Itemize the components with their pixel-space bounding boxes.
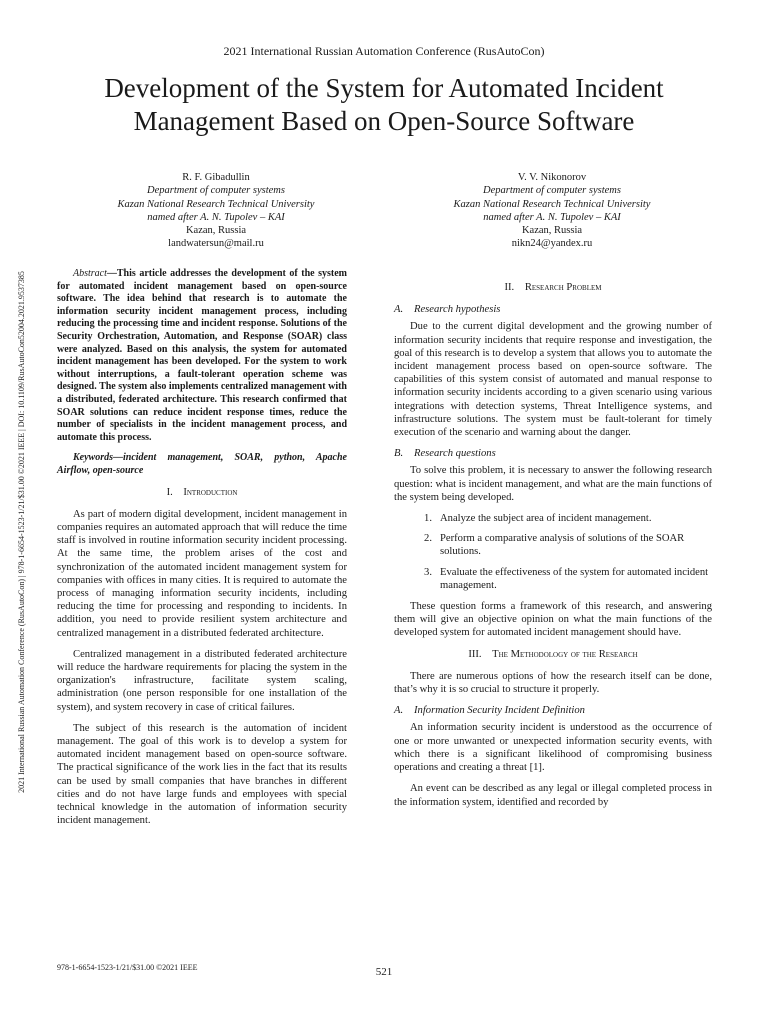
research-questions-list [394,512,712,592]
author-name: R. F. Gibadullin [182,172,250,183]
list-number: 1. [424,513,432,525]
section-number: III. [468,648,482,660]
subsection-title: Research hypothesis [414,304,501,316]
list-item [394,566,712,592]
subsection-heading-questions [394,447,712,460]
list-item [394,532,712,558]
author-university-suffix: named after A. N. Tupolev – KAI [483,211,621,223]
side-margin-citation: 2021 International Russian Automation Conference (RusAutoCon) | 978-1-6654-1523-1/21/$31.00 ©2021 IEEE | DOI: 10.1109/RusAutoCon52004.2021.9537385 [17,271,26,793]
subsection-title: Information Security Incident Definition [414,705,585,717]
section-number: I. [166,486,173,498]
list-text: Perform a comparative analysis of solutions of the SOAR solutions. [440,533,685,558]
author-block-2 [417,171,687,251]
title-line-2: Management Based on Open-Source Software [133,106,635,136]
paragraph: To solve this problem, it is necessary to answer the following research question: what is incident management, and what are the main functions of the system being developed. [394,465,712,503]
paragraph: Centralized management in a distributed federated architecture will reduce the hardware requirements for placing the system in the organization's infrastructure, facilitate system scaling, administration (one person responsible for one installation of the system), and system recovery in case of critical failures. [57,648,347,713]
subsection-heading-definition [394,704,712,717]
paragraph: Due to the current digital development and the growing number of information security incidents that require response and investigation, the goal of this research is to develop a system that allows you to automate the incident management process based on open-source software. The capabilities of this system consist of automated and manual response to information security incidents according to a given scenario using various integrations with detection systems, Threat Intelligence systems, and infrastructure solutions. The system must be fault-tolerant for timely execution of the scenario and warning about the danger. [394,321,712,439]
author-department: Department of computer systems [147,185,285,197]
author-university: Kazan National Research Technical University [117,198,315,210]
paragraph: An event can be described as any legal or illegal completed process in the information system, identified and recorded by [394,783,712,808]
paragraph: As part of modern digital development, incident management in companies requires an automated approach that will reduce the time staff is involved in routine information security incident processing. At the same time, the problem arises of the cost and synchronization of the automated incident management system for companies with offices in many cities. It is required to automate the process of managing information security incidents, including reducing the time for processing and responding to incidents. In addition, you need to provide resilient system architecture and centralized management in a distributed federated architecture. [57,508,347,639]
left-column [57,268,347,835]
section-number: II. [504,282,515,293]
section-heading-methodology [394,648,712,661]
section-title: The Methodology of the Research [492,648,638,660]
subsection-heading-hypothesis [394,303,712,316]
subsection-label: B. [394,448,404,460]
subsection-title: Research questions [414,448,496,460]
paragraph: The subject of this research is the automation of incident management. The goal of this work is to develop a system for automated incident management based on open-source software. The practical significance of the work lies in the fact that its results can be used by small companies that have branches in different cities and do not have large funds and employees with special technical knowledge in the automation of information security incident management. [57,722,347,827]
paragraph: An information security incident is understood as the occurrence of one or more unwanted or unexpected information security events, with which there is a significant likelihood of compromising business operations and creating a threat [1]. [394,722,712,774]
abstract-lead: Abstract [73,268,107,279]
author-city: Kazan, Russia [185,225,247,237]
abstract-dash: — [106,268,117,279]
abstract [57,268,347,444]
section-heading-research-problem [394,281,712,294]
abstract-text: This article addresses the development of the system for automated incident management based on open-source software. The idea behind that research is to automate the information security incident management process, including reducing the processing time and incident response. Solutions of the Security Orchestration, Automation, and Response (SOAR) class were analyzed. Based on this analysis, the system for automated incident management has been developed. For the system to work without interruptions, a fault-tolerant operation scheme was designed. The system also implements centralized management with a distributed, federated architecture. This research confirmed that SOAR solutions can reduce incident response times, reduce the number of specialists in the incident management process, and automate this process. [57,268,347,443]
author-name: V. V. Nikonorov [517,172,587,183]
author-city: Kazan, Russia [521,225,583,237]
title-line-1: Development of the System for Automated Incident [104,73,664,103]
list-item [394,512,712,525]
author-university-suffix: named after A. N. Tupolev – KAI [147,211,285,223]
keywords: Keywords—incident management, SOAR, python, Apache Airflow, open-source [57,452,347,476]
section-title: Research Problem [524,282,602,293]
list-text: Analyze the subject area of incident management. [440,513,652,525]
author-university: Kazan National Research Technical University [453,198,651,210]
footer-copyright: 978-1-6654-1523-1/21/$31.00 ©2021 IEEE [57,963,198,972]
author-department: Department of computer systems [483,185,621,197]
author-email[interactable]: landwatersun@mail.ru [168,238,264,250]
right-column [394,277,712,817]
list-number: 3. [424,566,432,578]
paragraph: There are numerous options of how the research itself can be done, that’s why it is so crucial to structure it properly. [394,670,712,696]
paragraph: These question forms a framework of this research, and answering them will give an objective opinion on what the main functions of the developed system for automated incident management should have. [394,601,712,639]
section-heading-introduction [57,486,347,499]
subsection-label: A. [394,304,404,316]
author-block-1 [81,171,351,251]
page-number: 521 [375,966,393,978]
conference-header: 2021 International Russian Automation Conference (RusAutoCon) [223,44,545,58]
list-text: Evaluate the effectiveness of the system for automated incident management. [440,566,709,591]
section-title: Introduction [183,486,238,498]
author-email[interactable]: nikn24@yandex.ru [511,238,593,250]
paper-title [40,72,728,138]
subsection-label: A. [394,705,404,717]
list-number: 2. [424,533,432,545]
